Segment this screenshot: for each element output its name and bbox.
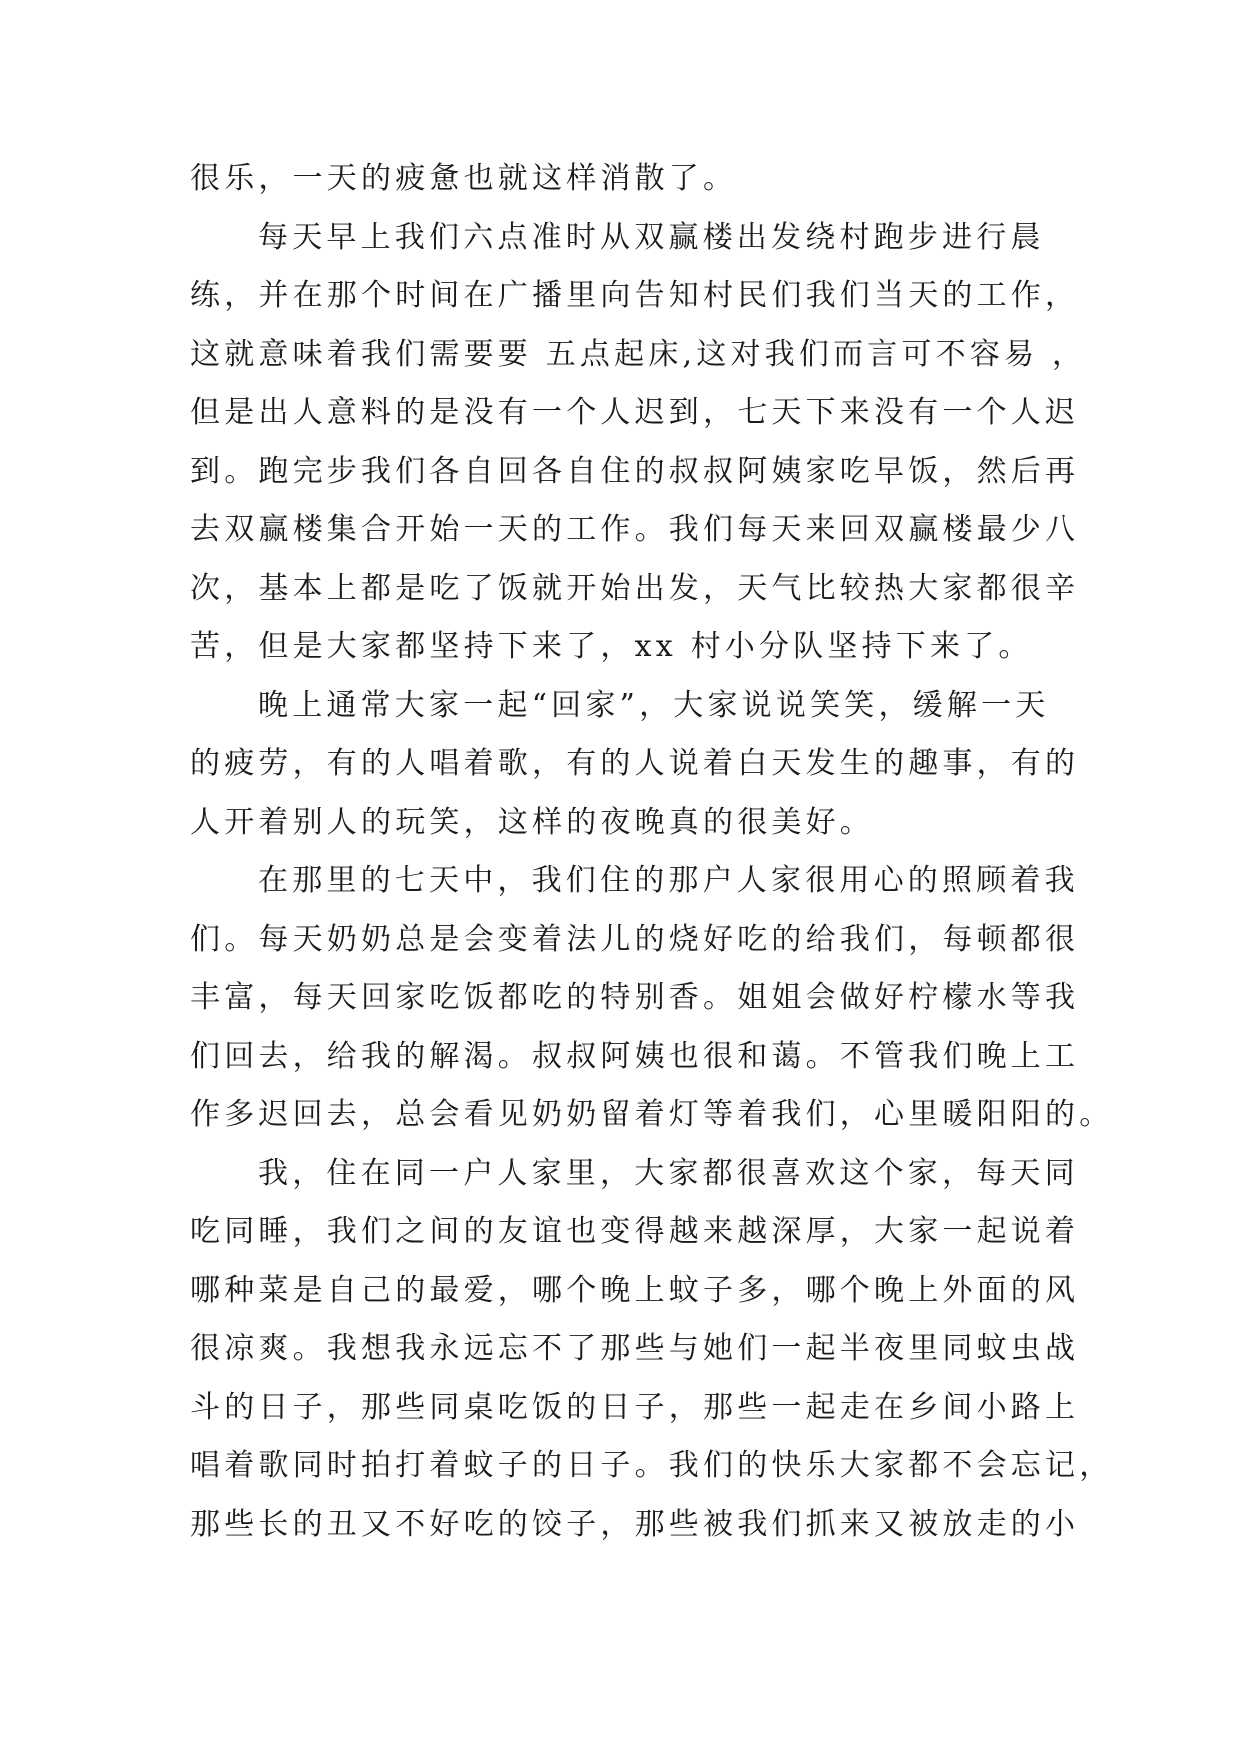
body-text xyxy=(190,150,1114,1554)
text-line: 那些长的丑又不好吃的饺子，那些被我们抓来又被放走的小 xyxy=(190,1506,1080,1542)
text-line: 晚上通常大家一起“回家”，大家说说笑笑，缓解一天 xyxy=(258,687,1050,723)
text-line: 但是出人意料的是没有一个人迟到，七天下来没有一个人迟 xyxy=(190,395,1080,430)
text-line: 在那里的七天中，我们住的那户人家很用心的照顾着我 xyxy=(258,863,1079,898)
text-line: 人开着别人的玩笑，这样的夜晚真的很美好。 xyxy=(190,804,874,840)
text-line: 斗的日子，那些同桌吃饭的日子，那些一起走在乡间小路上 xyxy=(190,1389,1080,1425)
text-line: 的疲劳，有的人唱着歌，有的人说着白天发生的趣事，有的 xyxy=(190,746,1080,781)
text-line: 苦，但是大家都坚持下来了，xx 村小分队坚持下来了。 xyxy=(190,629,1033,664)
text-line: 作多迟回去，总会看见奶奶留着灯等着我们，心里暖阳阳的。 xyxy=(190,1097,1114,1132)
text-line: 唱着歌同时拍打着蚊子的日子。我们的快乐大家都不会忘记， xyxy=(190,1448,1114,1483)
text-line: 们回去，给我的解渴。叔叔阿姨也很和蔼。不管我们晚上工 xyxy=(190,1038,1080,1074)
text-line: 练，并在那个时间在广播里向告知村民们我们当天的工作， xyxy=(190,278,1080,313)
text-line: 这就意味着我们需要要 五点起床,这对我们而言可不容易 ， xyxy=(190,336,1087,372)
text-line: 到。跑完步我们各自回各自住的叔叔阿姨家吃早饭，然后再 xyxy=(190,453,1080,489)
text-line: 去双赢楼集合开始一天的工作。我们每天来回双赢楼最少八 xyxy=(190,512,1080,547)
text-line: 很凉爽。我想我永远忘不了那些与她们一起半夜里同蚊虫战 xyxy=(190,1331,1080,1366)
text-line: 吃同睡，我们之间的友谊也变得越来越深厚，大家一起说着 xyxy=(190,1214,1080,1249)
text-line: 次，基本上都是吃了饭就开始出发，天气比较热大家都很辛 xyxy=(190,570,1080,606)
text-line: 哪种菜是自己的最爱，哪个晚上蚊子多，哪个晚上外面的风 xyxy=(190,1272,1080,1308)
text-line: 我，住在同一户人家里，大家都很喜欢这个家，每天同 xyxy=(258,1155,1079,1191)
text-line: 丰富，每天回家吃饭都吃的特别香。姐姐会做好柠檬水等我 xyxy=(190,980,1080,1015)
text-line: 很乐，一天的疲惫也就这样消散了。 xyxy=(190,161,738,196)
text-line: 每天早上我们六点准时从双赢楼出发绕村跑步进行晨 xyxy=(258,219,1045,255)
text-line: 们。每天奶奶总是会变着法儿的烧好吃的给我们，每顿都很 xyxy=(190,921,1080,957)
